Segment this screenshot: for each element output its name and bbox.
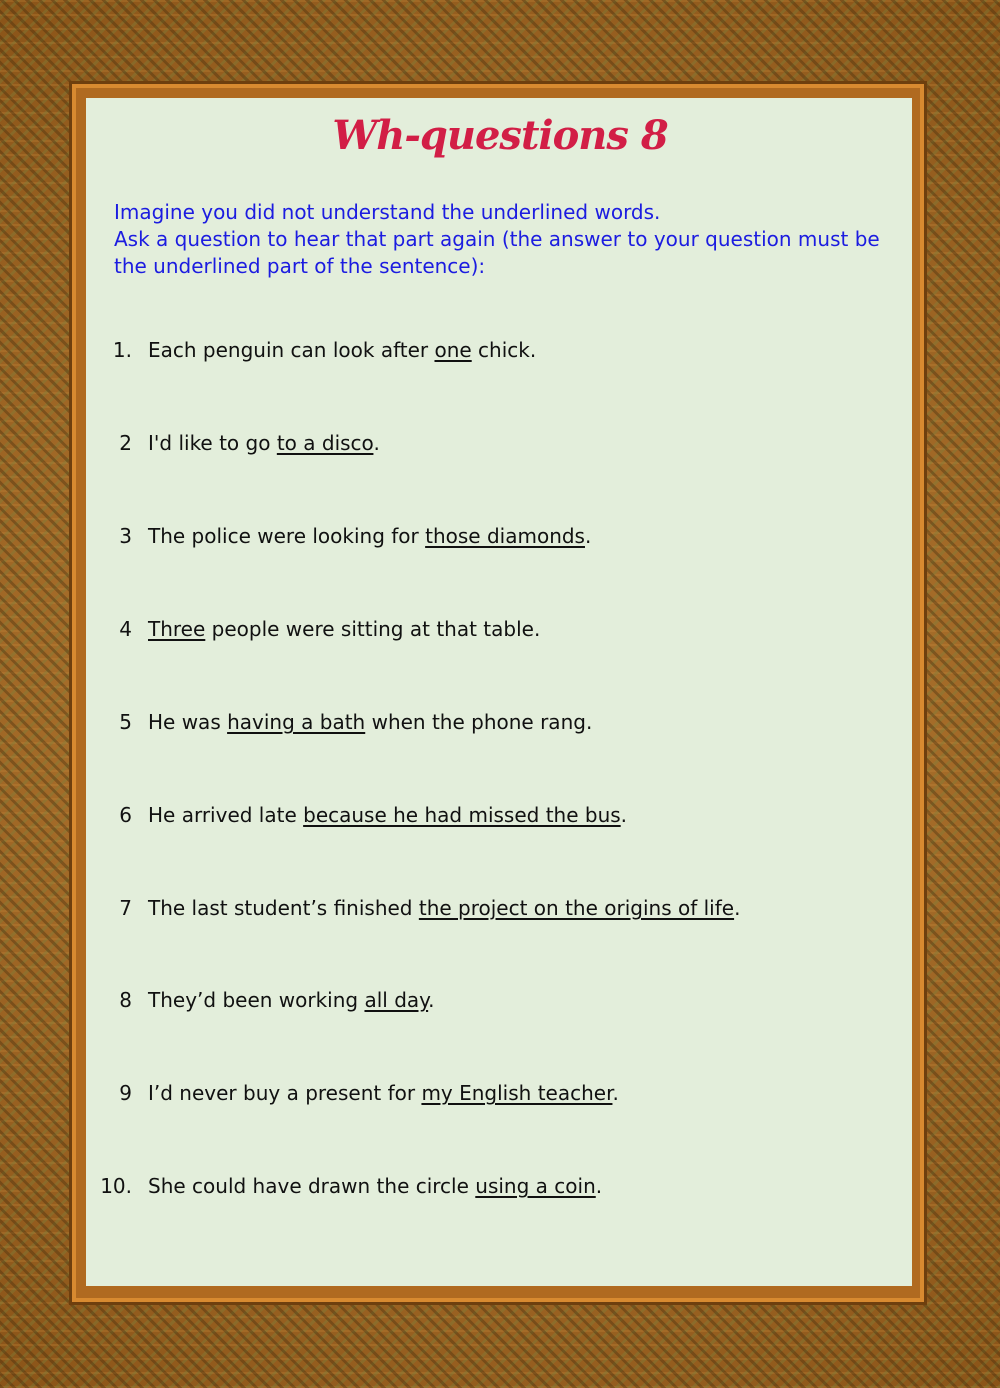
question-sentence [148, 428, 380, 458]
question-number: 6 [119, 803, 132, 827]
underlined-part: to a disco [276, 431, 374, 455]
question-item-10 [0, 1171, 1000, 1201]
question-item-1 [0, 335, 1000, 365]
page-title: Wh-questions 8 [332, 112, 668, 159]
question-sentence [148, 521, 591, 551]
underlined-part: Three [148, 617, 206, 641]
instructions-line-1: Imagine you did not understand the underlined words. [114, 200, 661, 224]
sentence-after: . [612, 1081, 619, 1105]
question-number: 4 [119, 617, 132, 641]
question-number: 8 [119, 988, 132, 1012]
question-item-7 [0, 893, 1000, 923]
underlined-part: all day [364, 988, 429, 1012]
question-sentence [148, 614, 540, 644]
question-number: 9 [119, 1081, 132, 1105]
sentence-before: The police were looking for [148, 524, 426, 548]
question-sentence [148, 800, 627, 830]
underlined-part: one [434, 338, 472, 362]
sentence-before: I’d never buy a present for [148, 1081, 422, 1105]
sentence-after: when the phone rang. [365, 710, 593, 734]
sentence-before: He arrived late [148, 803, 304, 827]
sentence-before: I'd like to go [148, 431, 277, 455]
question-sentence [148, 1078, 619, 1108]
question-item-5 [0, 707, 1000, 737]
question-sentence [148, 1171, 602, 1201]
question-sentence [148, 707, 592, 737]
underlined-part: those diamonds [425, 524, 585, 548]
sentence-before: He was [148, 710, 228, 734]
underlined-part: my English teacher [421, 1081, 613, 1105]
question-sentence [148, 893, 740, 923]
question-item-2 [0, 428, 1000, 458]
question-number: 7 [119, 896, 132, 920]
sentence-after: . [584, 524, 592, 548]
question-number: 10. [100, 1174, 132, 1198]
sentence-before: The last student’s finished [148, 896, 419, 920]
underlined-part: using a coin [475, 1174, 596, 1198]
sentence-after: chick. [471, 338, 537, 362]
question-item-6 [0, 800, 1000, 830]
question-number: 1. [112, 338, 132, 362]
question-number: 5 [119, 710, 132, 734]
sentence-after: . [620, 803, 628, 827]
question-sentence [148, 985, 435, 1015]
question-sentence [148, 335, 536, 365]
underlined-part: having a bath [227, 710, 366, 734]
underlined-part: the project on the origins of life [418, 896, 735, 920]
sentence-before: They’d been working [148, 988, 365, 1012]
question-number: 2 [119, 431, 132, 455]
instructions-line-2: Ask a question to hear that part again (the answer to your question must be the underlined part of the sentence): [114, 227, 880, 278]
underlined-part: because he had missed the bus [303, 803, 621, 827]
sentence-after: . [595, 1174, 603, 1198]
sentence-after: . [734, 896, 741, 920]
question-number: 3 [119, 524, 132, 548]
question-item-9 [0, 1078, 1000, 1108]
question-item-4 [0, 614, 1000, 644]
question-item-8 [0, 985, 1000, 1015]
sentence-after: people were sitting at that table. [205, 617, 541, 641]
sentence-before: Each penguin can look after [148, 338, 435, 362]
sentence-before: She could have drawn the circle [148, 1174, 476, 1198]
sentence-after: . [428, 988, 435, 1012]
sentence-after: . [373, 431, 380, 455]
question-item-3 [0, 521, 1000, 551]
